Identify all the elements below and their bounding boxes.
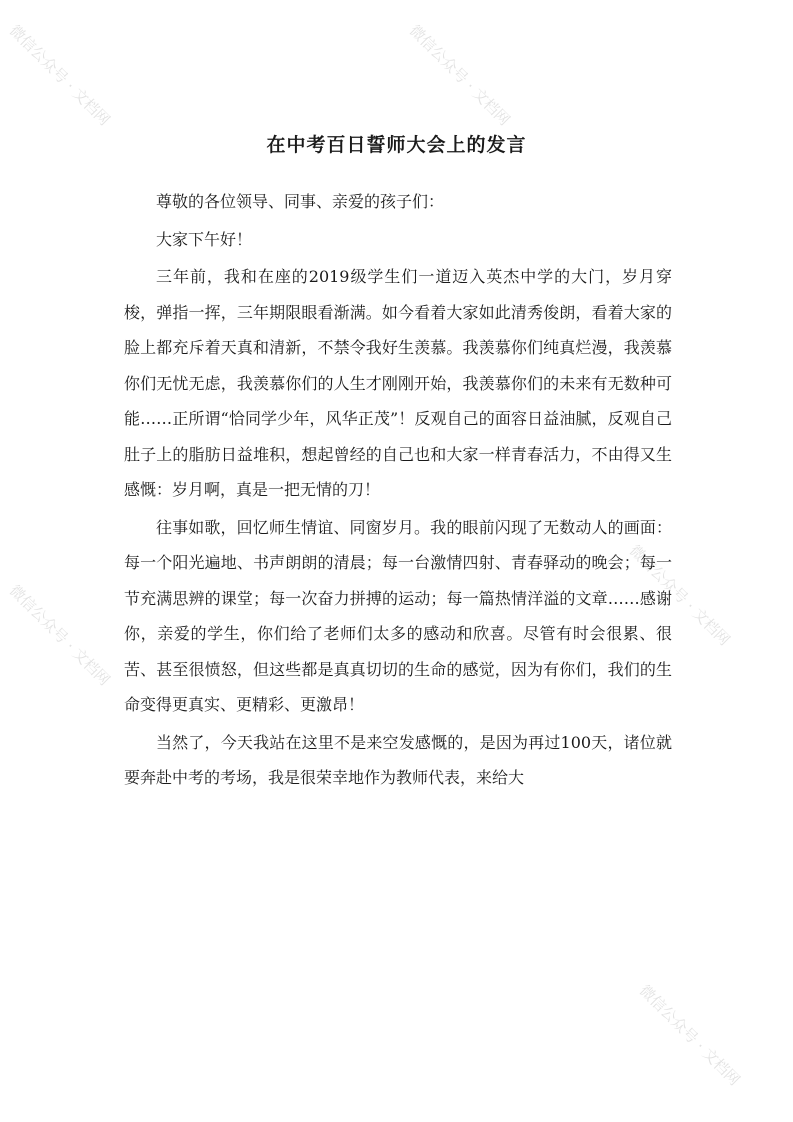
paragraph-greeting: 大家下午好！ <box>156 229 253 249</box>
watermark-top-middle: 微信公众号 · 文档网 <box>405 21 514 130</box>
paragraph-three-years: 三年前，我和在座的2019级学生们一道迈入英杰中学的大门，岁月穿梭，弹指一挥，三年期限眼看渐满。如今看着大家如此清秀俊朗，看着大家的脸上都充斥着天真和清新，不禁令我好生羡慕。我羡慕你们纯真烂漫，我羡慕你们无忧无虑，我羡慕你们的人生才刚刚开始，我羡慕你们的未来有无数种可能……正所谓“恰同学少年，风华正茂”！反观自己的面容日益油腻，反观自己肚子上的脂肪日益堆积，想起曾经的自己也和大家一样青春活力，不由得又生感慨：岁月啊，真是一把无情的刀！ <box>124 267 672 499</box>
document-body <box>124 184 672 798</box>
watermark-bottom-right: 微信公众号 · 文档网 <box>635 981 744 1090</box>
watermark-top-left: 微信公众号 · 文档网 <box>5 21 114 130</box>
paragraph-memories: 往事如歌，回忆师生情谊、同窗岁月。我的眼前闪现了无数动人的画面：每一个阳光遍地、书声朗朗的清晨；每一台激情四射、青春驿动的晚会；每一节充满思辨的课堂；每一次奋力拼搏的运动；每一篇热情洋溢的文章……感谢你，亲爱的学生，你们给了老师们太多的感动和欣喜。尽管有时会很累、很苦、甚至很愤怒，但这些都是真真切切的生命的感觉，因为有你们，我们的生命变得更真实、更精彩、更激昂！ <box>124 517 672 714</box>
paragraph-salutation: 尊敬的各位领导、同事、亲爱的孩子们： <box>156 192 445 211</box>
paragraph-exam: 当然了，今天我站在这里不是来空发感慨的，是因为再过100天，诸位就要奔赴中考的考场，我是很荣幸地作为教师代表，来给大 <box>124 732 672 787</box>
document-title: 在中考百日誓师大会上的发言 <box>266 134 527 156</box>
watermark-middle-right: 微信公众号 · 文档网 <box>625 541 734 650</box>
watermark-middle-left: 微信公众号 · 文档网 <box>5 581 114 690</box>
